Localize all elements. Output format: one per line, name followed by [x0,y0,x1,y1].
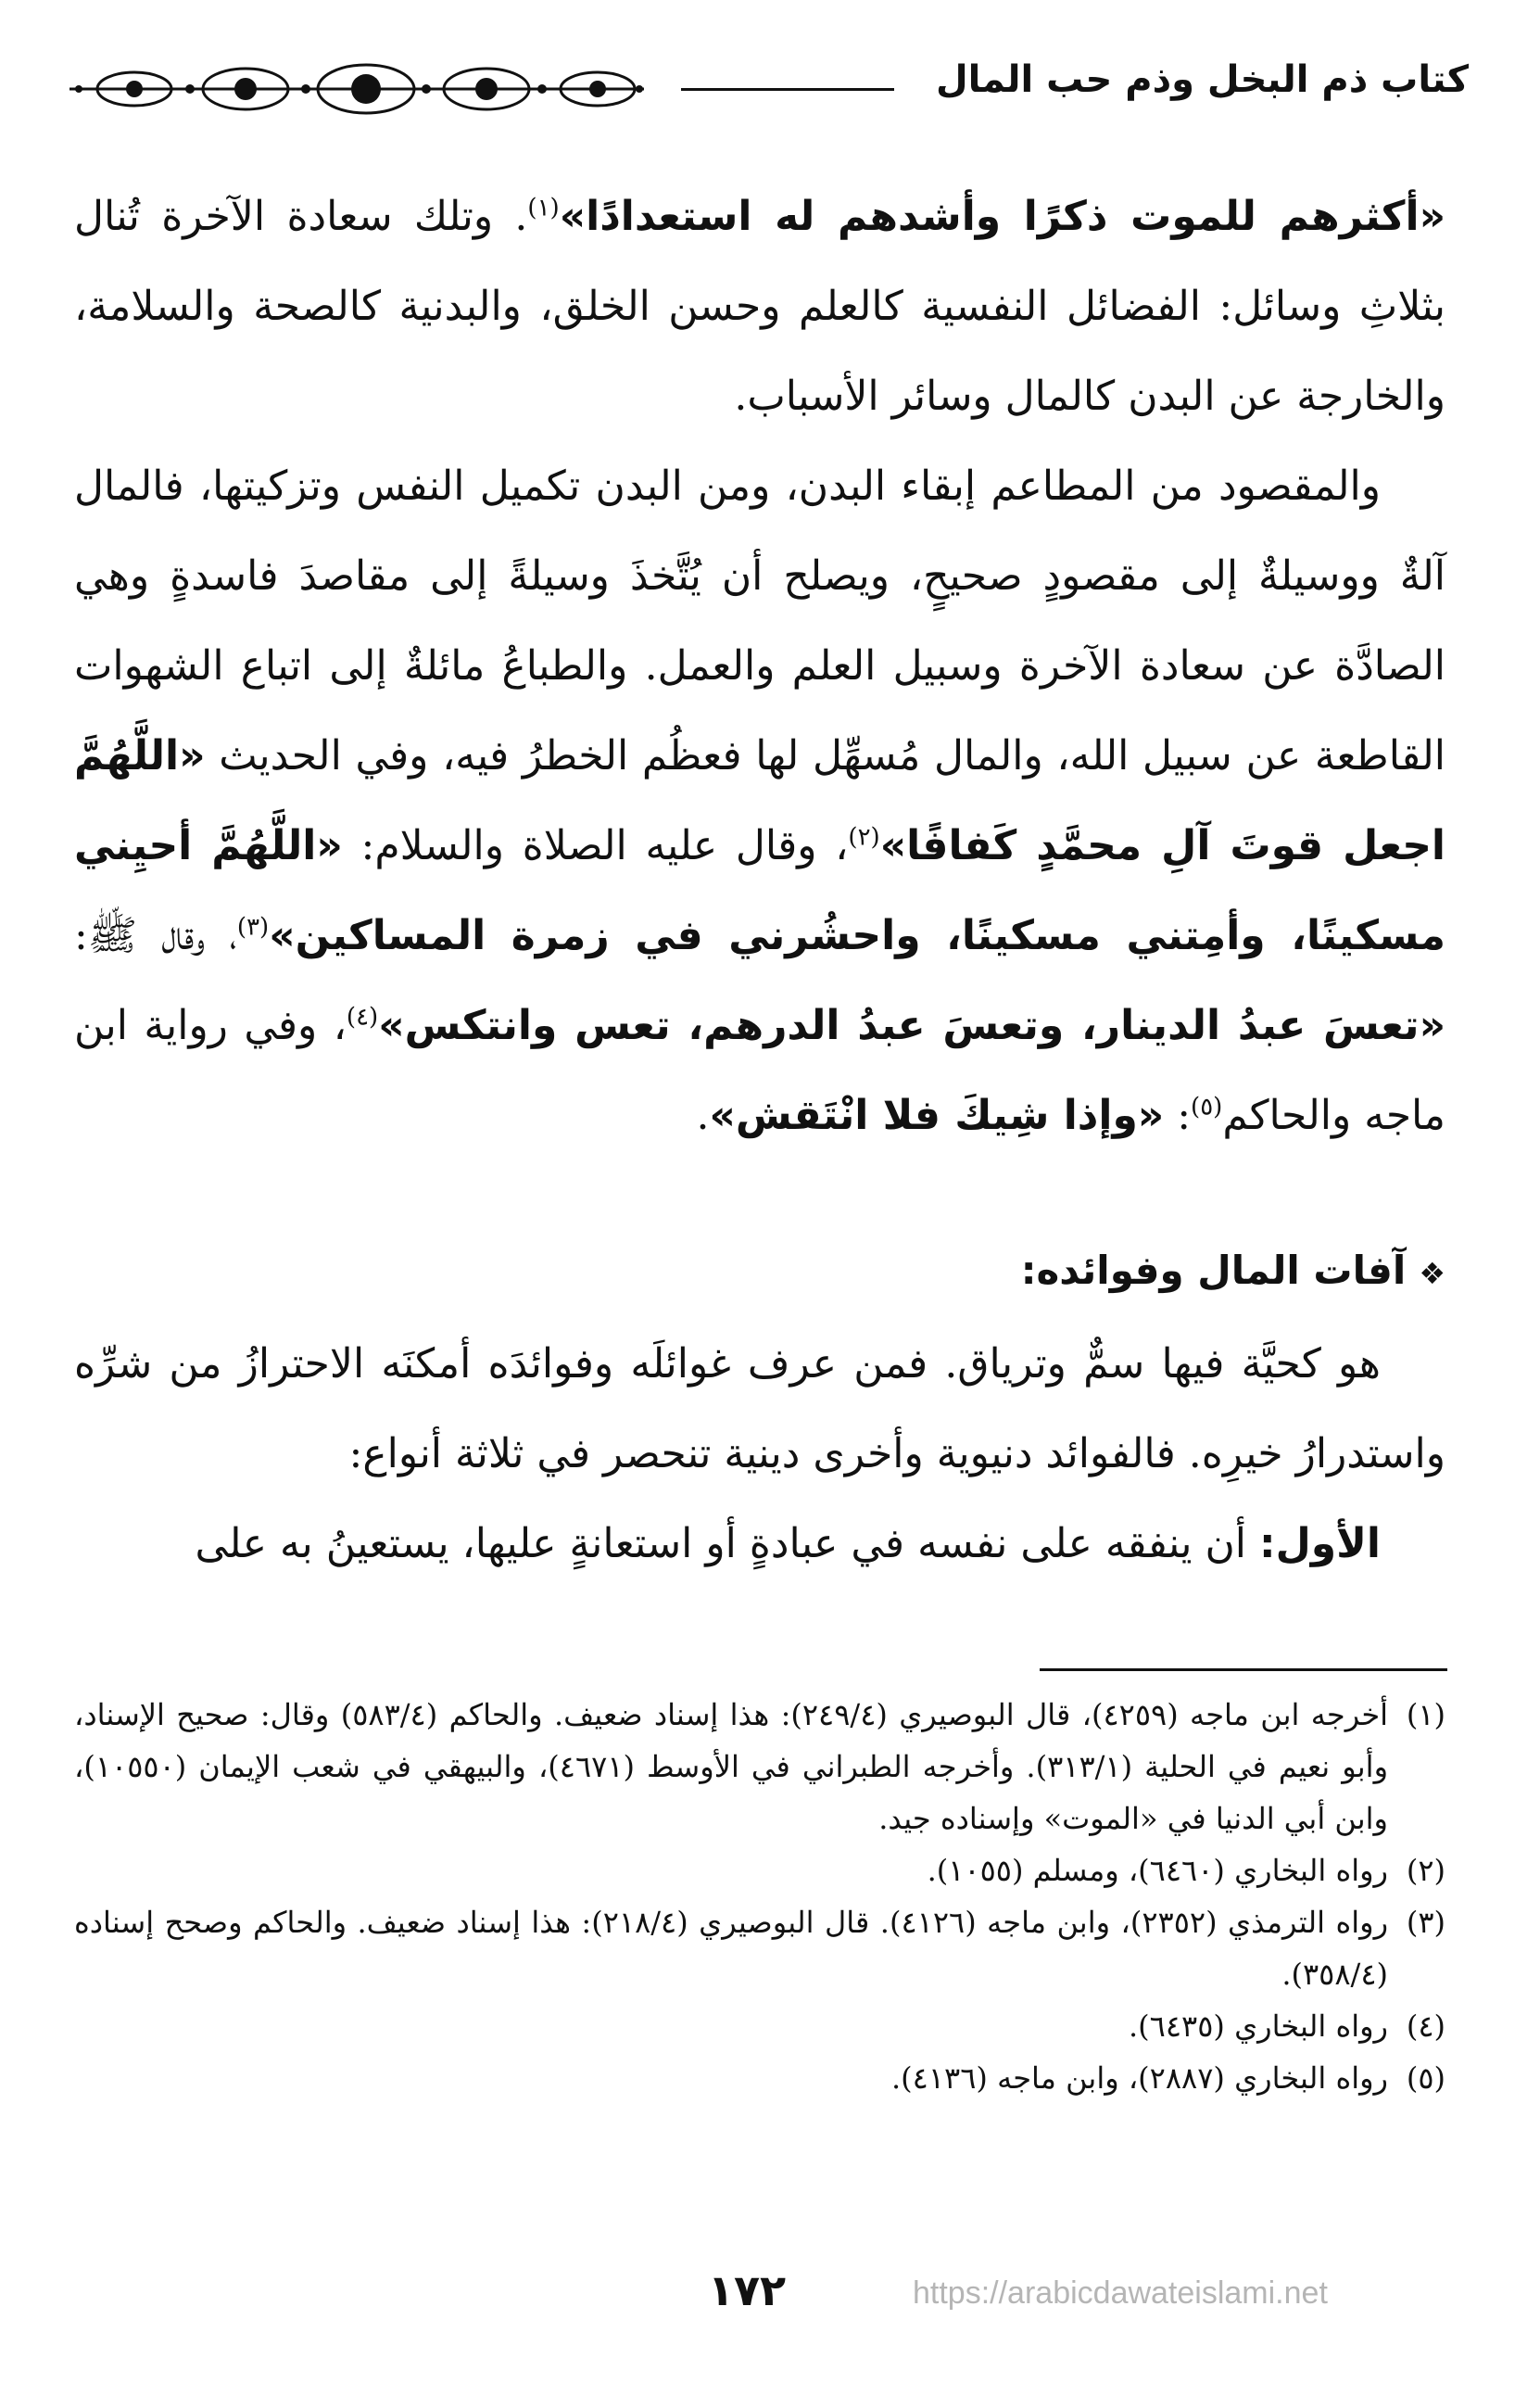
footnote-ref: (٣) [236,913,270,942]
footnote [74,1896,1445,2000]
footnote-ref: (١) [527,194,560,222]
footnote-ref: (٢) [848,823,880,852]
paragraph-text: : [1164,1092,1192,1139]
footnote-text: أخرجه ابن ماجه (٤٢٥٩)، قال البوصيري (٢٤٩/٤): هذا إسناد ضعيف. والحاكم (٥٨٣/٤) وقال: صحيح الإسناد، وأبو نعيم في الحلية (٣١٣/١). وأخرجه الطبراني في الأوسط (٤٦٧١)، والبيهقي في شعب الإيمان (١٠٥٥٠)، وابن أبي الدنيا في «الموت» وإسناده جيد. [74,1697,1389,1836]
paragraph-4 [74,1499,1445,1589]
footnote-number: (١) [1406,1697,1446,1732]
footnote [74,2052,1445,2104]
header-ornament-icon [60,57,653,121]
section-heading [74,1225,1445,1319]
list-lead: الأول: [1259,1520,1381,1567]
hadith-quote: «أكثرهم للموت ذكرًا وأشدهم له استعدادًا» [559,193,1446,240]
watermark-link[interactable]: https://arabicdawateislami.net [913,2275,1328,2311]
footnote-ref: (٥) [1191,1093,1223,1121]
paragraph-text: والمقصود من المطاعم إبقاء البدن، ومن البدن تكميل النفس وتزكيتها، فالمال آلةٌ ووسيلةٌ إلى مقصودٍ صحيحٍ، ويصلح أن يُتَّخذَ وسيلةً إلى مقاصدَ فاسدةٍ وهي الصادَّة عن سعادة الآخرة وسبيل العلم والعمل. والطباعُ مائلةٌ إلى اتباع الشهوات القاطعة عن سبيل الله، والمال مُسهِّل لها فعظُم الخطرُ فيه، وفي الحديث [74,463,1445,779]
hadith-quote: «وإذا شِيكَ فلا انْتَقش» [709,1092,1165,1139]
footnote-separator [1040,1668,1447,1671]
diamond-icon: ❖ [1419,1256,1445,1291]
paragraph-1 [74,171,1445,441]
paragraph-2 [74,441,1445,1160]
footnote-text: رواه البخاري (٦٤٣٥). [1129,2009,1388,2044]
footnote [74,2000,1445,2052]
running-header [74,51,1469,125]
hadith-quote: «اللَّهُمَّ أحيِني مسكينًا، وأمِتني مسكينًا، واحشُرني في زمرة المساكين» [74,822,1446,959]
paragraph-3 [74,1319,1445,1499]
paragraph-text: ، وقال ﷺ: [74,912,237,959]
paragraph-text: هو كحيَّة فيها سمٌّ وترياق. فمن عرف غوائلَه وفوائدَه أمكنَه الاحترازُ من شرِّه واستدرارُ خيرِه. فالفوائد دنيوية وأخرى دينية تنحصر في ثلاثة أنواع: [74,1340,1445,1477]
hadith-quote: «اللَّهُمَّ اجعل قوتَ آلِ محمَّدٍ كَفافًا» [74,732,1445,869]
main-text [74,171,1445,1589]
footnote-number: (٣) [1406,1905,1446,1940]
footnote [74,1844,1445,1896]
footnote-number: (٥) [1406,2060,1445,2096]
paragraph-text: . [696,1092,710,1139]
footnote-number: (٢) [1406,1853,1445,1888]
paragraph-text: ، وفي رواية ابن ماجه والحاكم [74,1002,1445,1139]
hadith-quote: «تعسَ عبدُ الدينار، وتعسَ عبدُ الدرهم، تعس وانتكس» [378,1002,1445,1049]
paragraph-text: ، وقال عليه الصلاة والسلام: [342,822,849,869]
footnote-text: رواه البخاري (٢٨٨٧)، وابن ماجه (٤١٣٦). [891,2060,1388,2096]
paragraph-text: أن ينفقه على نفسه في عبادةٍ أو استعانةٍ عليها، يستعينُ به على [195,1520,1260,1567]
page-number: ١٧٢ [707,2265,787,2315]
footnote-text: رواه الترمذي (٢٣٥٢)، وابن ماجه (٤١٢٦). قال البوصيري (٢١٨/٤): هذا إسناد ضعيف. والحاكم وصحح إسناده (٣٥٨/٤). [74,1905,1389,1992]
header-rule [681,88,894,91]
footnote-number: (٤) [1406,2009,1445,2044]
paragraph-text: . وتلك سعادة الآخرة تُنال بثلاثِ وسائل: الفضائل النفسية كالعلم وحسن الخلق، والبدنية كالصحة والسلامة، والخارجة عن البدن كالمال وسائر الأسباب. [74,193,1445,420]
header-title: كتاب ذم البخل وذم حب المال [935,58,1469,101]
footnote-ref: (٤) [346,1003,379,1032]
footnote [74,1689,1445,1844]
footnote-text: رواه البخاري (٦٤٦٠)، ومسلم (١٠٥٥). [927,1853,1388,1888]
footnotes [74,1689,1445,2104]
section-heading-text: آفات المال وفوائده: [1020,1248,1407,1293]
